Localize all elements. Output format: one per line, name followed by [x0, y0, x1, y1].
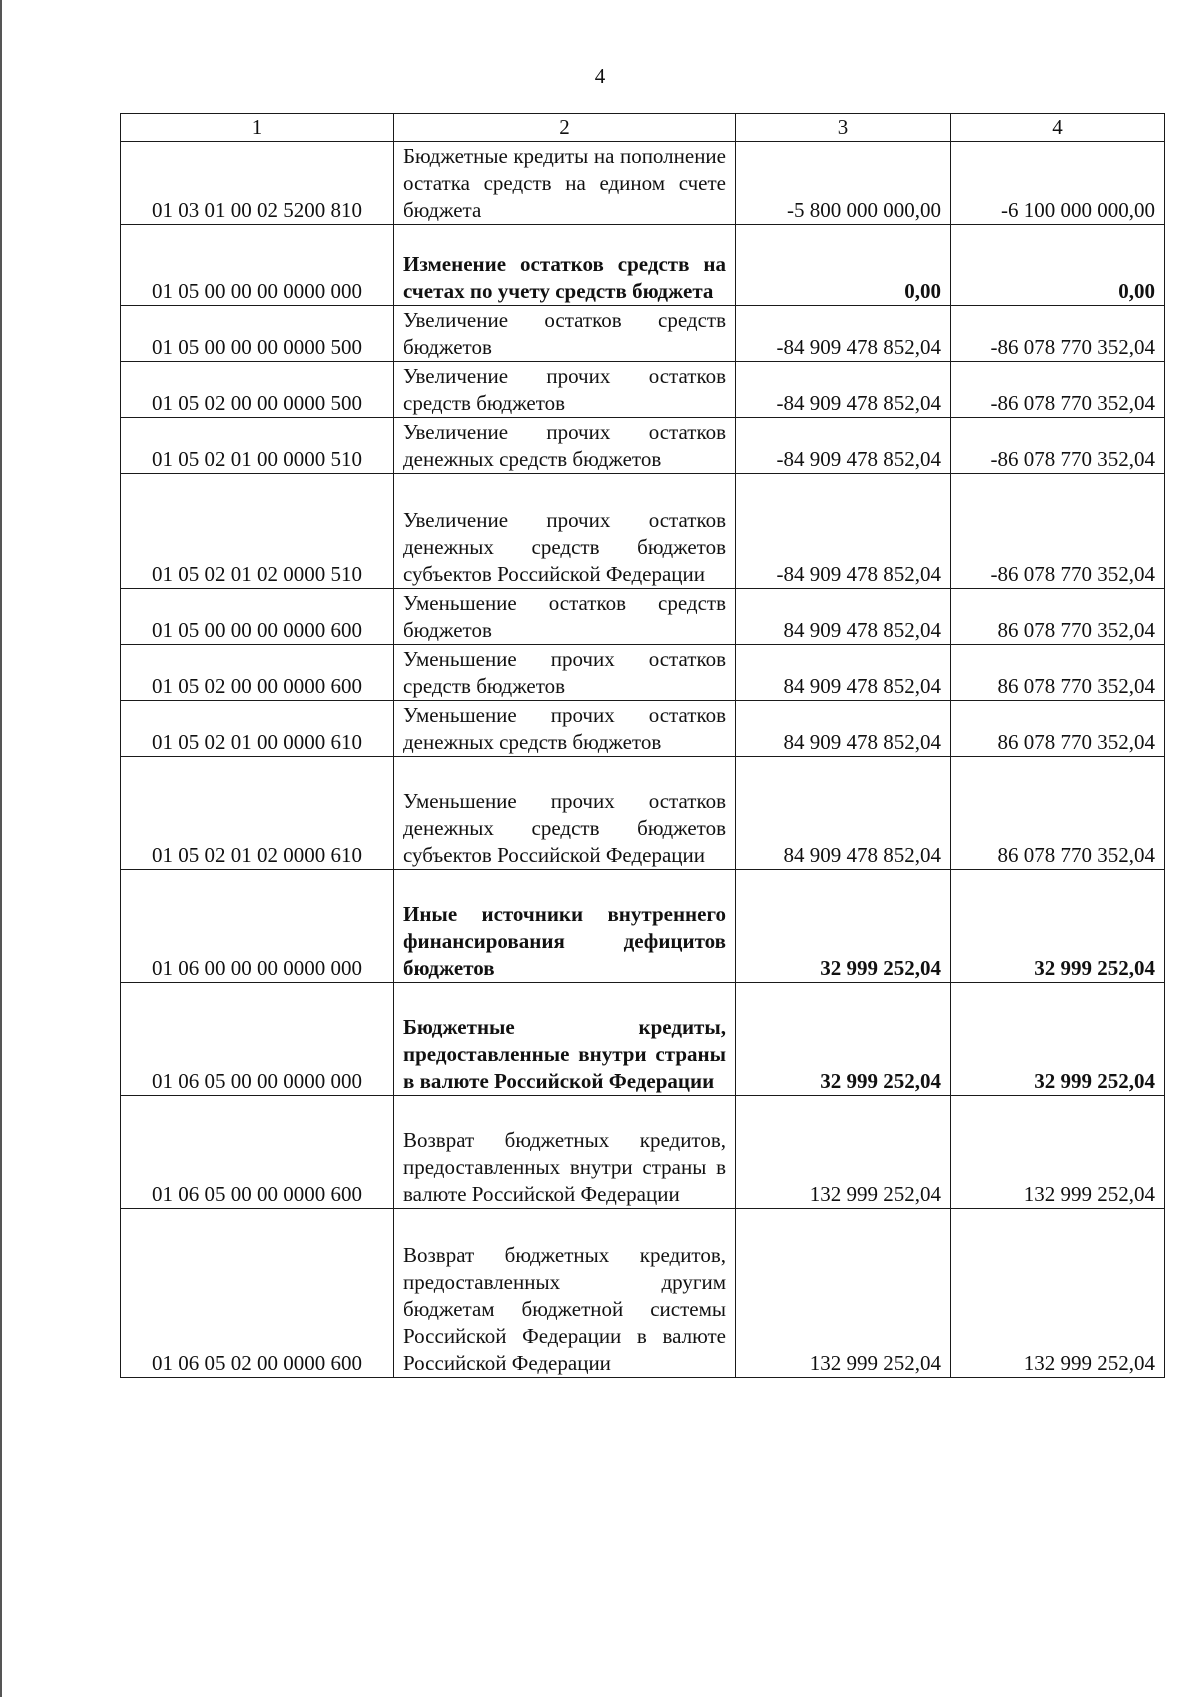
row-code: 01 05 00 00 00 0000 500	[121, 306, 394, 362]
row-value-4: -86 078 770 352,04	[951, 474, 1165, 589]
row-value-4: 132 999 252,04	[951, 1096, 1165, 1209]
row-value-4: -86 078 770 352,04	[951, 306, 1165, 362]
row-name: Изменение остатков средств на счетах по учету средств бюджета	[394, 225, 736, 306]
row-value-3: 32 999 252,04	[736, 870, 951, 983]
row-code: 01 06 05 00 00 0000 000	[121, 983, 394, 1096]
row-name: Иные источники внутреннего финансирования дефицитов бюджетов	[394, 870, 736, 983]
row-name: Возврат бюджетных кредитов, предоставленных другим бюджетам бюджетной системы Российской Федерации в валюте Российской Федерации	[394, 1209, 736, 1378]
table-row	[121, 418, 1165, 474]
row-value-3: 0,00	[736, 225, 951, 306]
row-value-3: -84 909 478 852,04	[736, 306, 951, 362]
row-name: Возврат бюджетных кредитов, предоставленных внутри страны в валюте Российской Федерации	[394, 1096, 736, 1209]
row-code: 01 03 01 00 02 5200 810	[121, 142, 394, 225]
row-code: 01 05 02 01 02 0000 510	[121, 474, 394, 589]
row-value-3: -5 800 000 000,00	[736, 142, 951, 225]
row-value-4: 132 999 252,04	[951, 1209, 1165, 1378]
row-value-3: 84 909 478 852,04	[736, 701, 951, 757]
table-row	[121, 1209, 1165, 1378]
row-name: Бюджетные кредиты на пополнение остатка средств на едином счете бюджета	[394, 142, 736, 225]
row-value-4: 86 078 770 352,04	[951, 589, 1165, 645]
row-name: Бюджетные кредиты, предоставленные внутри страны в валюте Российской Федерации	[394, 983, 736, 1096]
header-col-2: 2	[394, 114, 736, 142]
table-header	[121, 114, 1165, 142]
row-name: Уменьшение прочих остатков средств бюджетов	[394, 645, 736, 701]
row-value-4: -6 100 000 000,00	[951, 142, 1165, 225]
row-value-3: 84 909 478 852,04	[736, 757, 951, 870]
table-row	[121, 142, 1165, 225]
table-row	[121, 306, 1165, 362]
row-code: 01 05 02 01 00 0000 610	[121, 701, 394, 757]
row-value-4: 32 999 252,04	[951, 870, 1165, 983]
row-value-4: -86 078 770 352,04	[951, 362, 1165, 418]
table-row	[121, 757, 1165, 870]
table-row	[121, 701, 1165, 757]
row-code: 01 05 00 00 00 0000 600	[121, 589, 394, 645]
table-row	[121, 870, 1165, 983]
table-row	[121, 983, 1165, 1096]
row-value-4: 86 078 770 352,04	[951, 701, 1165, 757]
row-value-4: 86 078 770 352,04	[951, 757, 1165, 870]
row-value-3: -84 909 478 852,04	[736, 362, 951, 418]
row-value-3: 84 909 478 852,04	[736, 645, 951, 701]
table-row	[121, 645, 1165, 701]
table-row	[121, 362, 1165, 418]
scan-edge-line	[0, 0, 2, 1697]
row-code: 01 06 05 00 00 0000 600	[121, 1096, 394, 1209]
header-col-3: 3	[736, 114, 951, 142]
table-row	[121, 225, 1165, 306]
row-code: 01 05 02 00 00 0000 500	[121, 362, 394, 418]
row-value-3: 84 909 478 852,04	[736, 589, 951, 645]
row-name: Уменьшение прочих остатков денежных средств бюджетов	[394, 701, 736, 757]
row-value-4: 86 078 770 352,04	[951, 645, 1165, 701]
row-value-4: 0,00	[951, 225, 1165, 306]
row-name: Уменьшение остатков средств бюджетов	[394, 589, 736, 645]
row-value-3: -84 909 478 852,04	[736, 474, 951, 589]
row-code: 01 05 02 00 00 0000 600	[121, 645, 394, 701]
row-value-3: 132 999 252,04	[736, 1209, 951, 1378]
row-value-3: 32 999 252,04	[736, 983, 951, 1096]
row-name: Увеличение прочих остатков денежных средств бюджетов субъектов Российской Федерации	[394, 474, 736, 589]
row-value-3: 132 999 252,04	[736, 1096, 951, 1209]
table-row	[121, 1096, 1165, 1209]
header-col-1: 1	[121, 114, 394, 142]
row-name: Уменьшение прочих остатков денежных средств бюджетов субъектов Российской Федерации	[394, 757, 736, 870]
row-code: 01 05 02 01 00 0000 510	[121, 418, 394, 474]
row-name: Увеличение прочих остатков средств бюджетов	[394, 362, 736, 418]
budget-sources-table	[120, 113, 1165, 1378]
row-code: 01 06 05 02 00 0000 600	[121, 1209, 394, 1378]
row-code: 01 06 00 00 00 0000 000	[121, 870, 394, 983]
header-col-4: 4	[951, 114, 1165, 142]
row-value-4: 32 999 252,04	[951, 983, 1165, 1096]
row-value-3: -84 909 478 852,04	[736, 418, 951, 474]
row-code: 01 05 02 01 02 0000 610	[121, 757, 394, 870]
row-code: 01 05 00 00 00 0000 000	[121, 225, 394, 306]
table-row	[121, 474, 1165, 589]
row-name: Увеличение прочих остатков денежных средств бюджетов	[394, 418, 736, 474]
table-body	[121, 142, 1165, 1378]
header-row	[121, 114, 1165, 142]
row-name: Увеличение остатков средств бюджетов	[394, 306, 736, 362]
page-number: 4	[594, 64, 606, 88]
table-row	[121, 589, 1165, 645]
row-value-4: -86 078 770 352,04	[951, 418, 1165, 474]
